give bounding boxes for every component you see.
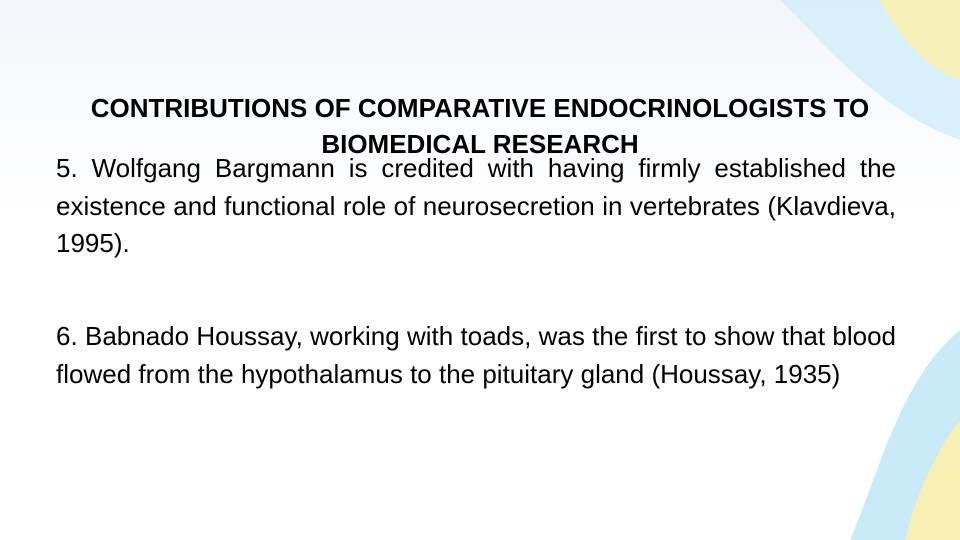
paragraph-bargmann: 5. Wolfgang Bargmann is credited with having firmly established the existence and functional role of neurosecretion in vertebrates (Klavdieva, 1995). bbox=[56, 153, 896, 258]
slide-title: CONTRIBUTIONS OF COMPARATIVE ENDOCRINOLOGISTS TO BIOMEDICAL RESEARCH bbox=[90, 93, 870, 159]
paragraph-houssay: 6. Babnado Houssay, working with toads, was the first to show that blood flowed from the hypothalamus to the pituitary gland (Houssay, 1935) bbox=[56, 321, 896, 389]
